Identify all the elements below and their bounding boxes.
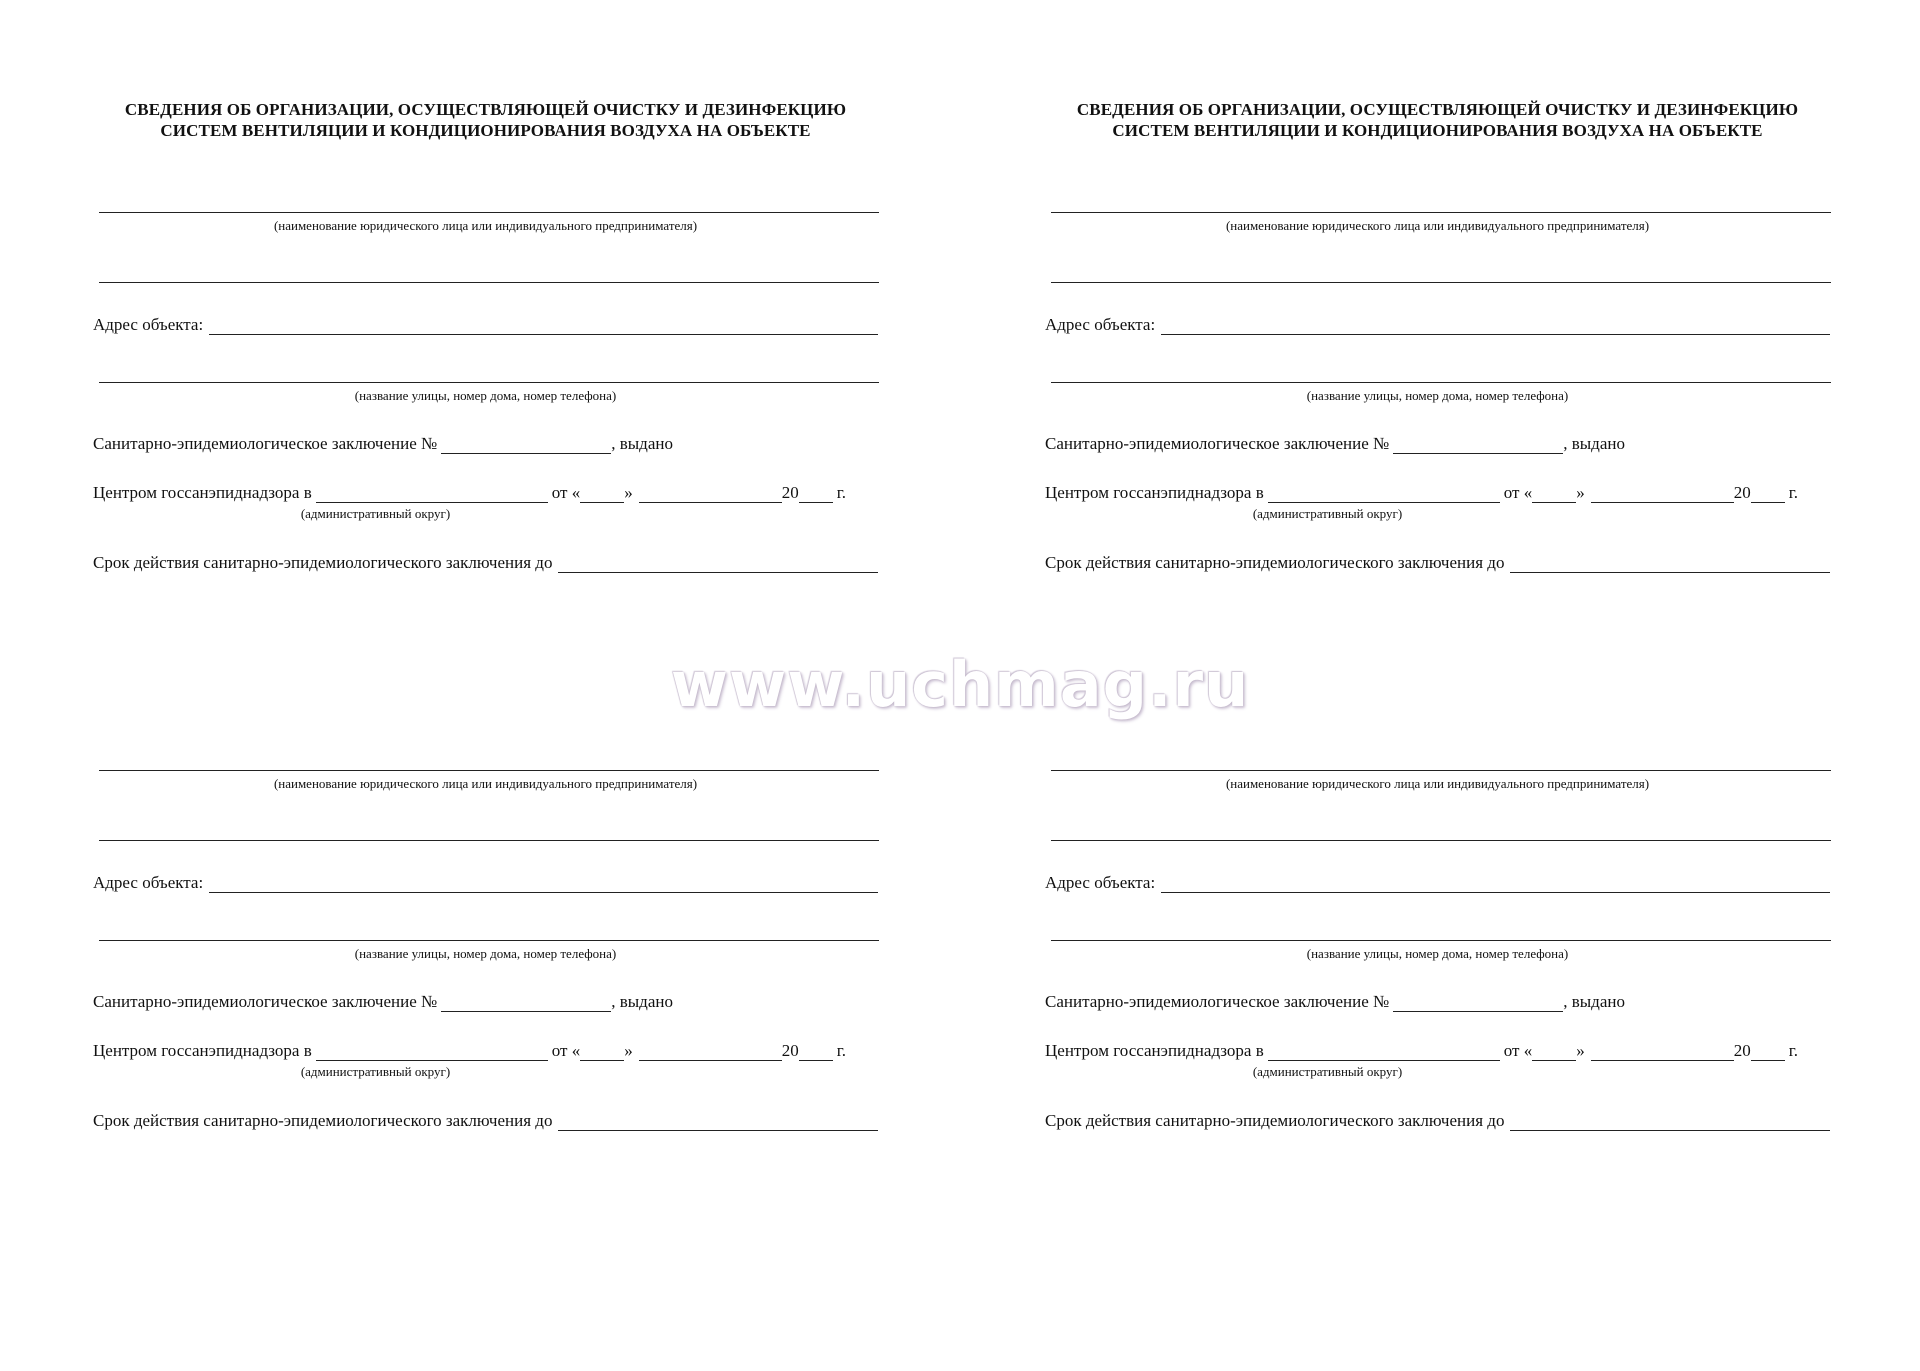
- day-input[interactable]: [1532, 485, 1576, 503]
- address-label: Адрес объекта:: [1045, 873, 1156, 892]
- validity-date-input[interactable]: [558, 1113, 878, 1131]
- org-name-caption: (наименование юридического лица или индивидуального предпринимателя): [1225, 776, 1650, 791]
- address-input[interactable]: [1161, 317, 1830, 335]
- address-caption: (название улицы, номер дома, номер телефона): [1306, 946, 1569, 961]
- quote-close: »: [624, 1041, 633, 1060]
- center-label: Центром госсанэпиднадзора в: [93, 483, 312, 502]
- month-input[interactable]: [1591, 485, 1734, 503]
- day-input[interactable]: [580, 485, 624, 503]
- org-name-line[interactable]: [99, 770, 879, 771]
- validity-label: Срок действия санитарно-эпидемиологического заключения до: [93, 553, 553, 572]
- validity-date-input[interactable]: [1510, 1113, 1830, 1131]
- year-prefix: 20: [1733, 483, 1751, 502]
- conclusion-row: [1045, 434, 1830, 454]
- address-label: Адрес объекта:: [93, 315, 204, 334]
- center-label: Центром госсанэпиднадзора в: [1045, 1041, 1264, 1060]
- address-row: [1045, 315, 1830, 335]
- year-prefix: 20: [781, 483, 799, 502]
- issued-label: , выдано: [1563, 992, 1625, 1011]
- org-name-line-2[interactable]: [99, 282, 879, 283]
- address-input[interactable]: [1161, 875, 1830, 893]
- address-caption: (название улицы, номер дома, номер телефона): [354, 946, 617, 961]
- address-line-2[interactable]: [1051, 940, 1831, 941]
- conclusion-number-input[interactable]: [1393, 436, 1563, 454]
- quote-close: »: [1576, 483, 1585, 502]
- district-input[interactable]: [1268, 485, 1500, 503]
- from-label: от «: [551, 1041, 581, 1060]
- address-input[interactable]: [209, 317, 878, 335]
- form-title-line1: СВЕДЕНИЯ ОБ ОРГАНИЗАЦИИ, ОСУЩЕСТВЛЯЮЩЕЙ ОЧИСТКУ И ДЕЗИНФЕКЦИЮ: [1076, 100, 1799, 119]
- validity-label: Срок действия санитарно-эпидемиологического заключения до: [1045, 1111, 1505, 1130]
- form-title-line2: СИСТЕМ ВЕНТИЛЯЦИИ И КОНДИЦИОНИРОВАНИЯ ВОЗДУХА НА ОБЪЕКТЕ: [1112, 121, 1763, 140]
- from-label: от «: [551, 483, 581, 502]
- org-name-caption: (наименование юридического лица или индивидуального предпринимателя): [1225, 218, 1650, 233]
- conclusion-row: [1045, 992, 1830, 1012]
- issued-label: , выдано: [611, 434, 673, 453]
- year-input[interactable]: [799, 1043, 833, 1061]
- conclusion-row: [93, 434, 878, 454]
- from-label: от «: [1503, 483, 1533, 502]
- validity-label: Срок действия санитарно-эпидемиологического заключения до: [1045, 553, 1505, 572]
- day-input[interactable]: [580, 1043, 624, 1061]
- district-caption: (административный округ): [1252, 506, 1403, 521]
- address-label: Адрес объекта:: [93, 873, 204, 892]
- year-input[interactable]: [799, 485, 833, 503]
- district-caption: (административный округ): [300, 506, 451, 521]
- validity-row: [93, 1111, 878, 1131]
- form-title-line2: СИСТЕМ ВЕНТИЛЯЦИИ И КОНДИЦИОНИРОВАНИЯ ВОЗДУХА НА ОБЪЕКТЕ: [160, 121, 811, 140]
- org-name-line[interactable]: [1051, 212, 1831, 213]
- center-row: [1045, 1041, 1830, 1061]
- address-line-2[interactable]: [99, 382, 879, 383]
- org-name-caption: (наименование юридического лица или индивидуального предпринимателя): [273, 218, 698, 233]
- form-title: [93, 99, 878, 141]
- address-line-2[interactable]: [99, 940, 879, 941]
- org-name-line-2[interactable]: [1051, 282, 1831, 283]
- address-caption: (название улицы, номер дома, номер телефона): [1306, 388, 1569, 403]
- org-name-line-2[interactable]: [1051, 840, 1831, 841]
- center-label: Центром госсанэпиднадзора в: [93, 1041, 312, 1060]
- issued-label: , выдано: [611, 992, 673, 1011]
- address-row: [93, 315, 878, 335]
- validity-row: [1045, 553, 1830, 573]
- address-row: [1045, 873, 1830, 893]
- year-suffix: г.: [1788, 483, 1799, 502]
- conclusion-label: Санитарно-эпидемиологическое заключение №: [93, 992, 438, 1011]
- month-input[interactable]: [639, 1043, 782, 1061]
- conclusion-number-input[interactable]: [441, 994, 611, 1012]
- quote-close: »: [1576, 1041, 1585, 1060]
- conclusion-label: Санитарно-эпидемиологическое заключение №: [1045, 434, 1390, 453]
- year-prefix: 20: [781, 1041, 799, 1060]
- center-row: [93, 483, 878, 503]
- conclusion-row: [93, 992, 878, 1012]
- watermark-logo: www.uchmag.ru: [670, 648, 1250, 721]
- year-input[interactable]: [1751, 1043, 1785, 1061]
- month-input[interactable]: [1591, 1043, 1734, 1061]
- district-input[interactable]: [1268, 1043, 1500, 1061]
- conclusion-label: Санитарно-эпидемиологическое заключение №: [1045, 992, 1390, 1011]
- year-prefix: 20: [1733, 1041, 1751, 1060]
- address-row: [93, 873, 878, 893]
- center-label: Центром госсанэпиднадзора в: [1045, 483, 1264, 502]
- year-suffix: г.: [836, 483, 847, 502]
- conclusion-number-input[interactable]: [1393, 994, 1563, 1012]
- district-caption: (административный округ): [1252, 1064, 1403, 1079]
- validity-date-input[interactable]: [558, 555, 878, 573]
- district-caption: (административный округ): [300, 1064, 451, 1079]
- org-name-line[interactable]: [99, 212, 879, 213]
- year-suffix: г.: [836, 1041, 847, 1060]
- address-input[interactable]: [209, 875, 878, 893]
- day-input[interactable]: [1532, 1043, 1576, 1061]
- address-line-2[interactable]: [1051, 382, 1831, 383]
- org-name-caption: (наименование юридического лица или индивидуального предпринимателя): [273, 776, 698, 791]
- form-title: [1045, 99, 1830, 141]
- org-name-line[interactable]: [1051, 770, 1831, 771]
- center-row: [1045, 483, 1830, 503]
- quote-close: »: [624, 483, 633, 502]
- validity-label: Срок действия санитарно-эпидемиологического заключения до: [93, 1111, 553, 1130]
- form-title-line1: СВЕДЕНИЯ ОБ ОРГАНИЗАЦИИ, ОСУЩЕСТВЛЯЮЩЕЙ ОЧИСТКУ И ДЕЗИНФЕКЦИЮ: [124, 100, 847, 119]
- issued-label: , выдано: [1563, 434, 1625, 453]
- from-label: от «: [1503, 1041, 1533, 1060]
- year-input[interactable]: [1751, 485, 1785, 503]
- district-input[interactable]: [316, 1043, 548, 1061]
- validity-row: [93, 553, 878, 573]
- validity-date-input[interactable]: [1510, 555, 1830, 573]
- address-caption: (название улицы, номер дома, номер телефона): [354, 388, 617, 403]
- center-row: [93, 1041, 878, 1061]
- validity-row: [1045, 1111, 1830, 1131]
- district-input[interactable]: [316, 485, 548, 503]
- org-name-line-2[interactable]: [99, 840, 879, 841]
- conclusion-label: Санитарно-эпидемиологическое заключение №: [93, 434, 438, 453]
- month-input[interactable]: [639, 485, 782, 503]
- address-label: Адрес объекта:: [1045, 315, 1156, 334]
- conclusion-number-input[interactable]: [441, 436, 611, 454]
- year-suffix: г.: [1788, 1041, 1799, 1060]
